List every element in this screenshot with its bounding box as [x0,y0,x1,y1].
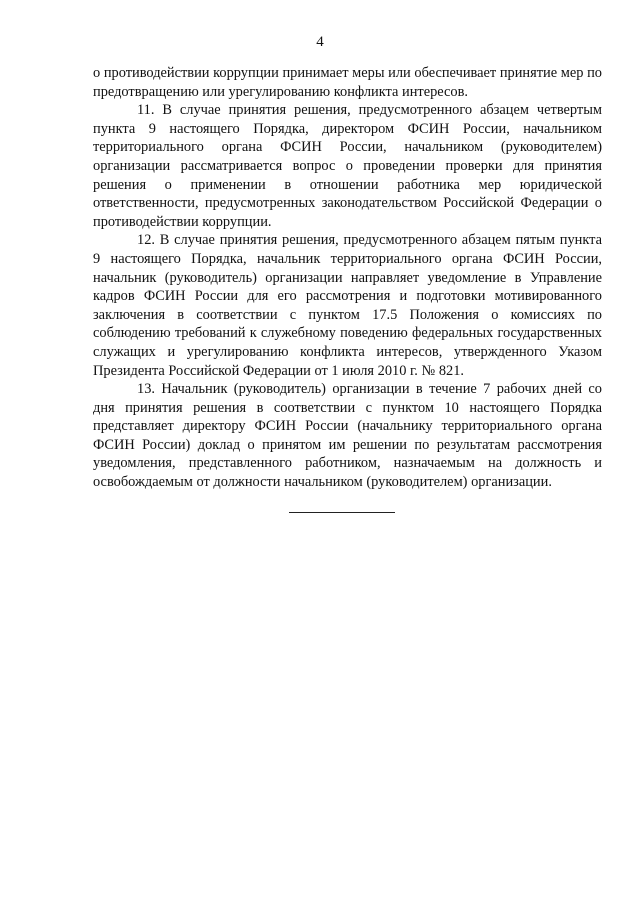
paragraph-13: 13. Начальник (руководитель) организации в течение 7 рабочих дней со дня принятия решения в соответствии с пунктом 10 настоящего Порядка представляет директору ФСИН России (начальнику территориального органа ФСИН России) доклад о принятом им решении по результатам рассмотрения уведомления, представленного работником, назначаемым на должность и освобождаемым от должности начальником (руководителем) организации. [93,381,602,491]
paragraph-12: 12. В случае принятия решения, предусмотренного абзацем пятым пункта 9 настоящего Порядка, начальник территориального органа ФСИН России, начальник (руководитель) организации направляет уведомление в Управление кадров ФСИН России для его рассмотрения и подготовки мотивированного заключения в соответствии с пунктом 17.5 Положения о комиссиях по соблюдению требований к служебному поведению федеральных государственных служащих и урегулированию конфликта интересов, утвержденного Указом Президента Российской Федерации от 1 июля 2010 г. № 821. [93,232,602,379]
paragraph-continuation: о противодействии коррупции принимает меры или обеспечивает принятие мер по предотвращению или урегулированию конфликта интересов. [93,65,602,100]
page-number: 4 [316,34,324,50]
document-body [93,64,602,492]
end-divider-line [289,512,395,513]
paragraph-11: 11. В случае принятия решения, предусмотренного абзацем четвертым пункта 9 настоящего Порядка, директором ФСИН России, начальником территориального органа ФСИН России, начальником (руководителем) организации рассматривается вопрос о проведении проверки для принятия решения о применении в отношении работника мер юридической ответственности, предусмотренных законодательством Российской Федерации о противодействии коррупции. [93,102,602,230]
